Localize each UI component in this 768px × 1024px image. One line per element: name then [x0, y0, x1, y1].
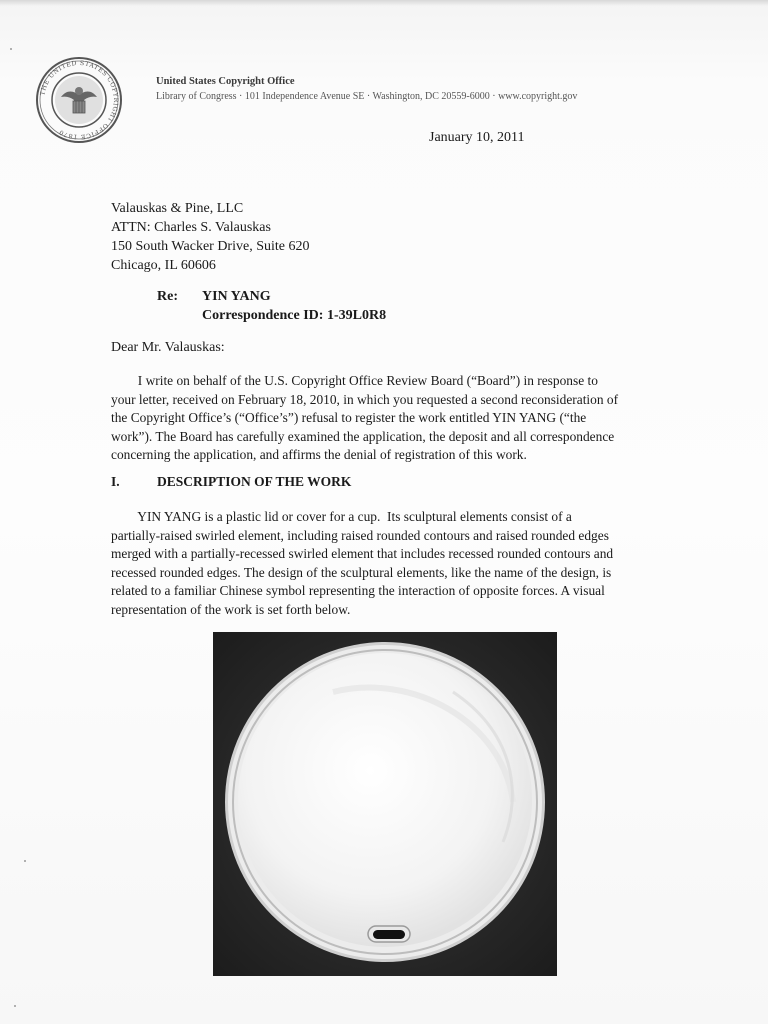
seal-text: THE UNITED STATES COPYRIGHT OFFICE 1870 — [39, 59, 120, 141]
paragraph-line: related to a familiar Chinese symbol representing the interaction of opposite forces. A visual — [111, 583, 605, 599]
paragraph-line: representation of the work is set forth below. — [111, 601, 351, 617]
letterhead — [156, 74, 716, 105]
paragraph-line: your letter, received on February 18, 2010, in which you requested a second reconsideration of — [111, 391, 619, 407]
paragraph-line: merged with a partially-recessed swirled element that includes recessed rounded contours and — [111, 546, 614, 562]
letter-date: January 10, 2011 — [429, 130, 525, 145]
paragraph-line: YIN YANG is a plastic lid or cover for a cup. Its sculptural elements consist of a — [111, 509, 572, 524]
paragraph-line: work”). The Board has carefully examined the application, the deposit and all correspondence — [111, 428, 615, 444]
paragraph-line: concerning the application, and affirms the denial of registration of this work. — [111, 447, 527, 463]
scan-top-edge — [0, 0, 768, 6]
body-paragraph-1 — [111, 372, 659, 465]
section-heading — [111, 474, 351, 490]
subject-block — [157, 287, 386, 325]
letterhead-organization: United States Copyright Office — [156, 76, 295, 87]
recipient-line: ATTN: Charles S. Valauskas — [111, 220, 271, 235]
paragraph-line: I write on behalf of the U.S. Copyright Office Review Board (“Board”) in response to — [111, 373, 598, 388]
section-number: I. — [111, 474, 120, 489]
subject-label: Re: — [157, 289, 178, 304]
recipient-line: Valauskas & Pine, LLC — [111, 201, 244, 216]
recipient-line: 150 South Wacker Drive, Suite 620 — [111, 239, 310, 254]
body-paragraph-2 — [111, 508, 659, 620]
copyright-office-seal-icon — [34, 55, 124, 145]
correspondence-id: Correspondence ID: 1-39L0R8 — [202, 308, 387, 323]
recipient-address — [111, 199, 309, 275]
scan-speck — [14, 1005, 16, 1007]
paragraph-line: recessed rounded edges. The design of the sculptural elements, like the name of the design, is — [111, 564, 612, 580]
paragraph-line: partially-raised swirled element, including raised rounded contours and raised rounded edges — [111, 527, 609, 543]
cup-lid-photo-icon — [213, 632, 557, 976]
salutation: Dear Mr. Valauskas: — [111, 340, 225, 355]
scan-speck — [10, 48, 12, 50]
recipient-line: Chicago, IL 60606 — [111, 258, 216, 273]
paragraph-line: the Copyright Office’s (“Office’s”) refusal to register the work entitled YIN YANG (“the — [111, 410, 587, 426]
scan-speck — [24, 860, 26, 862]
letterhead-address: Library of Congress · 101 Independence Avenue SE · Washington, DC 20559-6000 · www.copyright.gov — [156, 91, 578, 102]
section-title: DESCRIPTION OF THE WORK — [157, 474, 352, 489]
subject-title: YIN YANG — [202, 289, 271, 304]
